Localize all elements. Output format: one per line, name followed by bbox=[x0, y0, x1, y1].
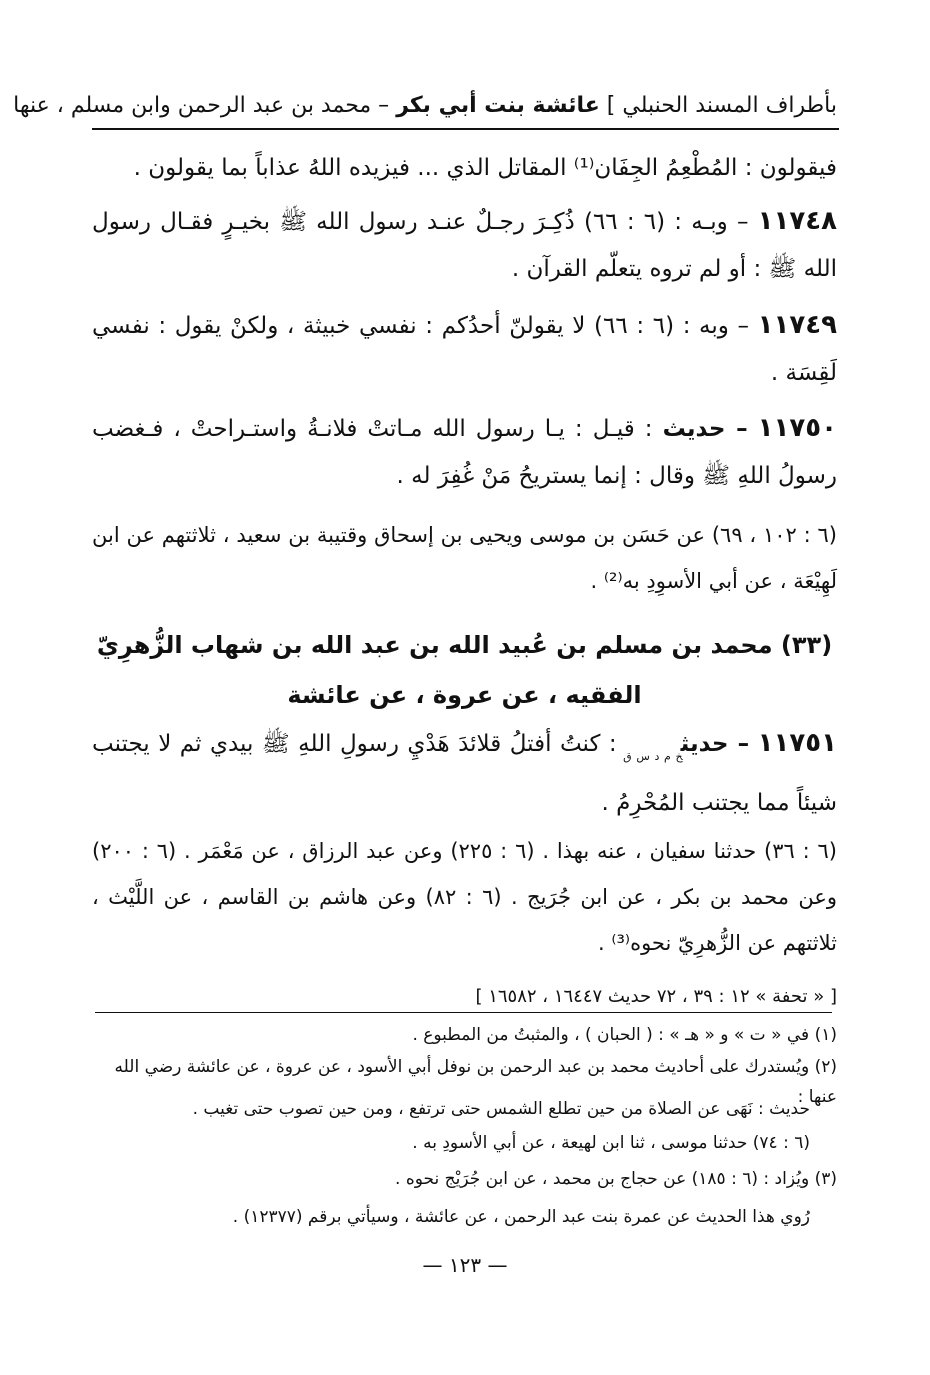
hadith-number: ١١٧٥١ bbox=[757, 728, 838, 758]
hadith-lead: – حديث bbox=[662, 416, 748, 442]
hadith-11750 bbox=[92, 405, 837, 500]
tuhfa-reference: [ « تحفة » ١٢ : ٣٩ ، ٧٢ حديث ١٦٤٤٧ ، ١٦٥٨٢ ] bbox=[475, 986, 837, 1007]
source-text: (٦ : ١٠٢ ، ٦٩) عن حَسَن بن موسى ويحيى بن إسحاق وقتيبة بن سعيد ، ثلاثتهم عن ابن لَهِيْعَة ، عن أبي الأسوِدِ به⁽²⁾ . bbox=[92, 523, 837, 593]
footnote-2-source: (٦ : ٧٤) حدثنا موسى ، ثنا ابن لهيعة ، عن أبي الأسودِ به . bbox=[412, 1133, 810, 1153]
footnote-3-note: رُوي هذا الحديث عن عمرة بنت عبد الرحمن ، عن عائشة ، وسيأتي برقم (١٢٣٧٧) . bbox=[232, 1207, 810, 1227]
footnote-2: (٢) ويُستدرك على أحاديث محمد بن عبد الرحمن بن نوفل أبي الأسود ، عن عروة ، عن عائشة رضي الله عنها : bbox=[114, 1057, 837, 1107]
footnote-1: (١) في « ت » و « هـ » : ( الحبان ) ، والمثبتُ من المطبوع . bbox=[412, 1025, 837, 1045]
hadith-11748 bbox=[92, 198, 837, 293]
footnote-2-hadith: حديث : نَهَى عن الصلاة من حين تطلع الشمس حتى ترتفع ، ومن حين تصوب حتى تغيب . bbox=[192, 1099, 810, 1119]
hadith-number: ١١٧٤٨ bbox=[757, 206, 838, 236]
running-header bbox=[13, 86, 837, 126]
hadith-11751-source bbox=[92, 828, 837, 966]
section-heading bbox=[92, 620, 837, 720]
hadith-text: – وبه : (٦ : ٦٦) لا يقولنّ أحدُكم : نفسي خبيثة ، ولكنْ يقول : نفسي لَقِسَة . bbox=[92, 313, 837, 386]
intro-paragraph bbox=[92, 145, 837, 192]
intro-text: فيقولون : المُطْعِمُ الجِفَان⁽¹⁾ المقاتل الذي ... فيزيده اللهُ عذاباً بما يقولون . bbox=[133, 155, 837, 181]
page-number: — ١٢٣ — bbox=[422, 1253, 508, 1277]
footnote-3: (٣) ويُزاد : (٦ : ١٨٥) عن حجاج بن محمد ، عن ابن جُرَيْج نحوه . bbox=[395, 1169, 837, 1189]
hadith-text: – وبـه : (٦ : ٦٦) ذُكِـرَ رجـلٌ عنـد رسول الله ﷺ بخيـرٍ فقـال رسول الله ﷺ : أو لم تروه يتعلّم القرآن . bbox=[92, 209, 837, 282]
header-book-title: بأطراف المسند الحنبلي ] bbox=[606, 93, 837, 118]
header-rule bbox=[92, 128, 839, 130]
hadith-number: ١١٧٤٩ bbox=[757, 310, 838, 340]
hadith-number: ١١٧٥٠ bbox=[757, 413, 837, 443]
source-text: (٦ : ٣٦) حدثنا سفيان ، عنه بهذا . (٦ : ٢٢٥) وعن عبد الرزاق ، عن مَعْمَر . (٦ : ٢٠٠) وعن محمد بن بكر ، عن ابن جُرَيج . (٦ : ٨٢) وعن هاشم بن القاسم ، عن اللَّيْث ، ثلاثتهم عن الزُّهرِيّ نحوه⁽³⁾ . bbox=[92, 839, 838, 955]
sigla-marks: خ م د س ق bbox=[623, 750, 683, 763]
header-narrator: عائشة بنت أبي بكر bbox=[396, 93, 600, 118]
hadith-text: : كنتُ أفتلُ قلائدَ هَدْيِ رسولِ اللهِ ﷺ بيدي ثم لا يجتنب شيئاً مما يجتنب المُحْرِمُ . bbox=[92, 731, 837, 816]
hadith-11749 bbox=[92, 302, 837, 397]
hadith-11751 bbox=[92, 720, 837, 827]
header-chain: – محمد بن عبد الرحمن وابن مسلم ، عنها bbox=[13, 93, 390, 118]
footnote-rule bbox=[95, 1012, 832, 1013]
hadith-text: : قيـل : يـا رسول الله مـاتتْ فلانـةُ واستـراحتْ ، فـغضب رسولُ اللهِ ﷺ وقال : إنما يستريحُ مَنْ غُفِرَ له . bbox=[92, 416, 837, 489]
hadith-lead: – حديث bbox=[680, 731, 750, 757]
hadith-11750-source bbox=[92, 512, 837, 604]
section-title: (٣٣) محمد بن مسلم بن عُبيد الله بن عبد الله بن شهاب الزُّهرِيّ الفقيه ، عن عروة ، عن عائشة bbox=[96, 631, 833, 709]
